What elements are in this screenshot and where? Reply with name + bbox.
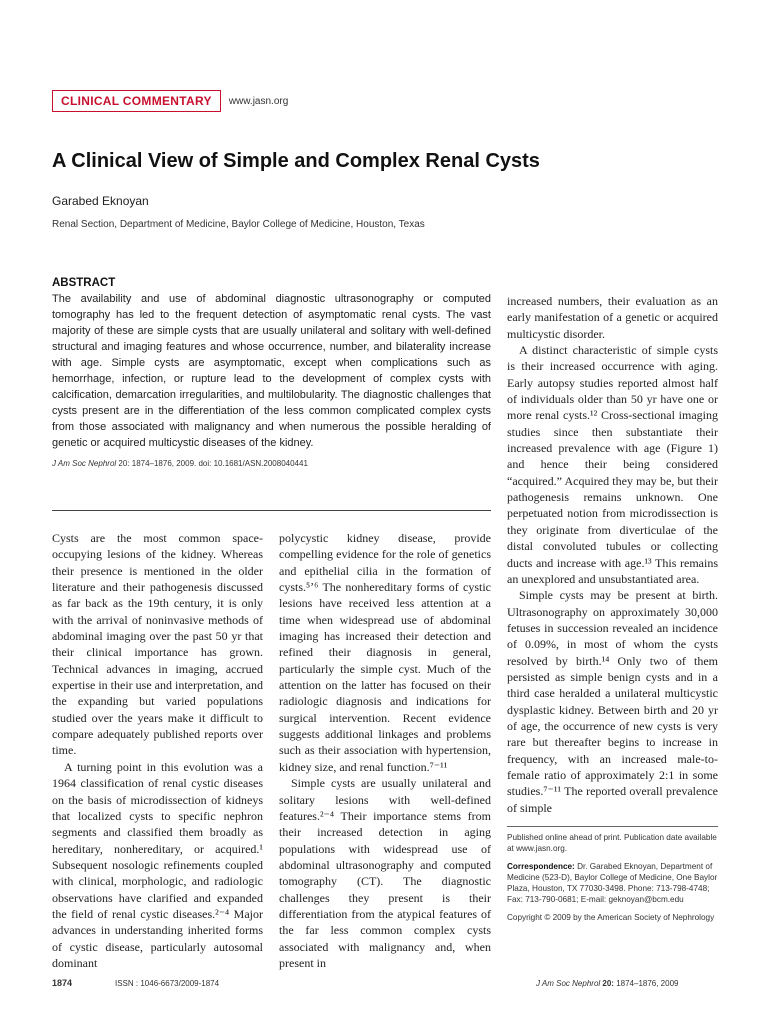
body-column-1 [52, 530, 263, 971]
article-title: A Clinical View of Simple and Complex Renal Cysts [52, 150, 540, 172]
paragraph: A turning point in this evolution was a 1964 classification of renal cystic diseases on the basis of microdissection of kidneys that localized cysts to specific nephron segments and classified them broadly as hereditary, nonhereditary, or acquired.¹ Subsequent nosologic refinements coupled with clinical, morphologic, and radiologic observations have clarified and expanded the field of renal cystic diseases.²⁻⁴ Major advances in understanding inherited forms of cystic disease, particularly autosomal dominant [52, 759, 263, 970]
footer-volume: 20: [602, 979, 614, 988]
footer-journal: J Am Soc Nephrol [536, 979, 601, 988]
journal-url[interactable]: www.jasn.org [228, 95, 289, 107]
publication-note: Published online ahead of print. Publication date available at www.jasn.org. [507, 833, 717, 854]
abstract [52, 277, 491, 468]
paragraph: Cysts are the most common space-occupying lesions of the kidney. Whereas their presence is mentioned in the older literature and their pathogenesis discussed as far back as the 19th century, it is only with the arrival of noninvasive methods of abdominal imaging over the past 50 yr that their clinical importance has grown. Technical advances in imaging, accrued expertise in their use and interpretation, and the expanding but varied populations studied over the years make it difficult to compare adequately published reports over time. [52, 531, 263, 758]
paragraph: A distinct characteristic of simple cysts is their increased occurrence with aging. Early autopsy studies reported almost half of individuals older than 50 yr have one or more renal cysts.¹² Cross-sectional imaging studies since then substantiate their increased prevalence with age (Figure 1) and hence their being considered “acquired.” Acquired they may be, but their pathogenesis remains unknown. One perpetuated notion from microdissection is they originate from diverticulae of the distal convoluted tubules or collecting ducts and increase with age.¹³ This remains an unexplored and unsubstantiated area. [507, 343, 718, 586]
issn: ISSN : 1046-6673/2009-1874 [115, 979, 220, 988]
abstract-divider [52, 510, 491, 511]
correspondence-note [507, 861, 718, 906]
abstract-text: The availability and use of abdominal diagnostic ultrasonography or computed tomography has led to the frequent detection of asymptomatic renal cysts. The vast majority of these are simple cysts that are usually unilateral and solitary with well-defined structural and imaging features and whose occurrence, number, and bilaterality increase with age. Simple cysts are asymptomatic, except when complications such as hemorrhage, infection, or rupture lead to the development of complex cysts with calcification, demarcation irregularities, and multilobularity. The diagnostic challenges that cysts present are in the differentiation of the less common complicated complex cysts from those associated with malignancy and when numerous the possible heralding of genetic or acquired multicystic diseases of the kidney. [52, 293, 491, 449]
correspondence-text: Dr. Garabed Eknoyan, Department of Medicine (523-D), Baylor College of Medicine, One Baylor Plaza, Houston, TX 77030-3498. Phone: 713-798-4748; Fax: 713-790-0681; E-mail: geknoyan@bcm.edu [507, 861, 718, 905]
copyright-note: Copyright © 2009 by the American Society of Nephrology [507, 912, 715, 922]
body-column-2 [279, 530, 491, 971]
citation [52, 459, 491, 468]
footnotes [507, 826, 718, 929]
author-affiliation: Renal Section, Department of Medicine, Baylor College of Medicine, Houston, Texas [52, 219, 425, 230]
citation-details: 20: 1874–1876, 2009. doi: 10.1681/ASN.2008040441 [116, 459, 308, 468]
section-tag: CLINICAL COMMENTARY [52, 90, 221, 112]
citation-journal: J Am Soc Nephrol [52, 459, 117, 468]
paragraph: Simple cysts may be present at birth. Ultrasonography on approximately 30,000 fetuses in succession revealed an incidence of 0.09%, in most of whom the cysts resolved by birth.¹⁴ Only two of them persisted as simple benign cysts and in a third case heralded a unilateral multicystic dysplastic kidney. Between birth and 20 yr of age, the occurrence of new cysts is very rare but thereafter begins to increase in frequency, with an increased male-to-female ratio of approximately 2:1 in some studies.⁷⁻¹¹ The reported overall prevalence of simple [507, 588, 718, 815]
journal-footer [536, 979, 678, 988]
paragraph: polycystic kidney disease, provide compelling evidence for the role of genetics and epithelial cilia in the formation of cysts.⁵ʼ⁶ The nonhereditary forms of cystic lesions have received less attention at a time when widespread use of abdominal imaging has increased their detection and refined their diagnosis in general, particularly the simple cyst. Much of the attention on the latter has focused on their radiologic diagnosis and indications for surgical intervention. Recent evidence suggests additional linkages and problems such as their association with hypertension, kidney size, and renal function.⁷⁻¹¹ [279, 531, 491, 774]
paragraph: Simple cysts are usually unilateral and solitary lesions with well-defined features.²⁻⁴ Their importance stems from their increased detection in aging populations with widespread use of abdominal ultrasonography and computed tomography (CT). The diagnostic challenges they present is their differentiation from the atypical features of the far less common complex cysts associated with malignancy and, when present in [279, 776, 491, 970]
author-name: Garabed Eknoyan [52, 194, 149, 208]
body-column-3 [507, 293, 718, 816]
page-number: 1874 [52, 978, 73, 988]
correspondence-label: Correspondence: [507, 861, 575, 871]
abstract-heading: ABSTRACT [52, 277, 116, 289]
footer-pages: 1874–1876, 2009 [613, 979, 679, 988]
paragraph: increased numbers, their evaluation as an early manifestation of a genetic or acquired multicystic disorder. [507, 294, 718, 341]
header [52, 90, 288, 112]
